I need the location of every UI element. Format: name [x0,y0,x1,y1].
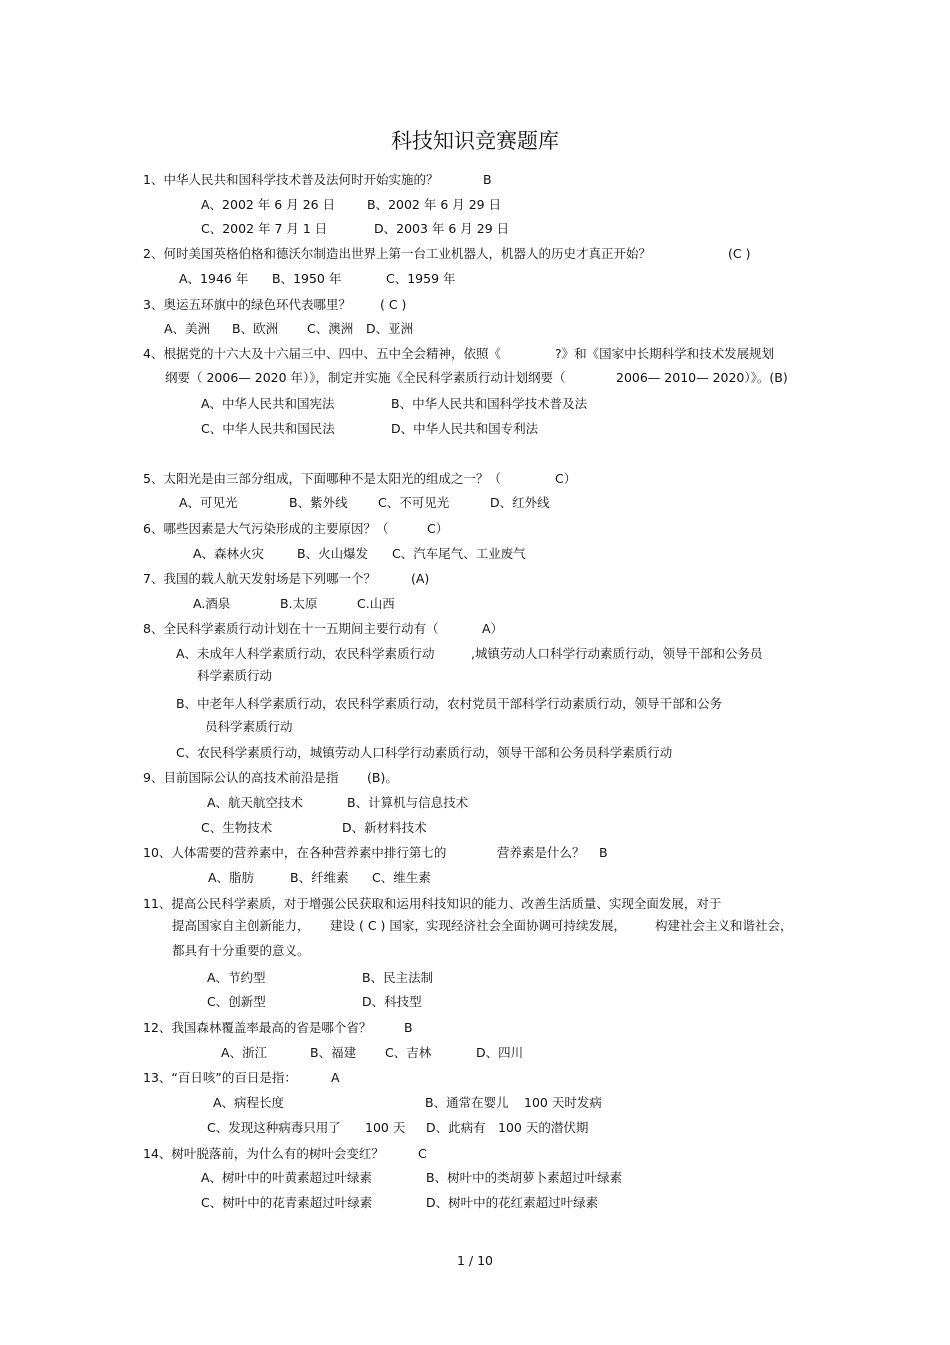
line-text: 7、我国的载人航天发射场是下列哪一个？ [143,571,376,586]
line-text: C、中华人民共和国民法 [201,421,335,436]
line-text: 都具有十分重要的意义。 [172,943,310,958]
line-segment: 2006— 2010— 2020）》。(B) [616,370,788,385]
line-segment: B [599,845,608,860]
line-text: A、美洲 [164,321,211,336]
line-segment: D、中华人民共和国专利法 [391,421,539,436]
line-text: 13、“百日咳”的百日是指： [143,1070,297,1085]
line-segment: C） [555,471,577,486]
line-segment: C.山西 [357,596,395,611]
line-segment: B、通常在婴儿 [425,1095,509,1110]
line-text: 纲要（ 2006— 2020 年）》，制定并实施《全民科学素质行动计划纲要（ [165,370,566,385]
line-segment: D、红外线 [490,495,550,510]
line-segment: C、不可见光 [378,495,450,510]
line-text: A、1946 年 [179,271,249,286]
line-segment: B.太原 [280,596,318,611]
line-text: 1、中华人民共和国科学技术普及法何时开始实施的？ [143,172,439,187]
line-segment: C、1959 年 [386,271,456,286]
line-segment: D、新材料技术 [342,820,427,835]
line-text: 10、人体需要的营养素中，在各种营养素中排行第七的 [143,845,447,860]
line-segment: D、科技型 [362,994,422,1009]
line-segment: D、树叶中的花红素超过叶绿素 [426,1195,599,1210]
line-segment: A [331,1070,340,1085]
line-text: A、2002 年 6 月 26 日 [201,197,336,212]
line-text: A、森林火灾 [193,546,265,561]
line-segment: (B)。 [367,770,398,785]
line-segment: B、树叶中的类胡萝卜素超过叶绿素 [426,1170,623,1185]
line-text: 11、提高公民科学素质，对于增强公民获取和运用科技知识的能力、改善生活质量、实现全面发展，对于 [143,896,722,911]
line-segment: A） [482,621,504,636]
line-segment: B、计算机与信息技术 [347,795,469,810]
line-segment: B、1950 年 [272,271,342,286]
line-text: 3、奥运五环旗中的绿色环代表哪里？ [143,297,351,312]
line-segment: B、福建 [310,1045,357,1060]
line-segment: B、民主法制 [362,970,434,985]
line-segment: D、此病有 [426,1120,486,1135]
document-title: 科技知识竞赛题库 [391,129,559,153]
line-text: 8、全民科学素质行动计划在十一五期间主要行动有（ [143,621,439,636]
line-text: B、中老年人科学素质行动，农民科学素质行动，农村党员干部科学行动素质行动，领导干部和公务 [176,696,723,711]
line-segment: B、火山爆发 [297,546,369,561]
line-text: 12、我国森林覆盖率最高的省是哪个省？ [143,1020,372,1035]
line-segment: (A) [411,571,430,586]
line-segment: B、中华人民共和国科学技术普及法 [391,396,588,411]
line-segment: (C ) [728,246,751,261]
line-text: 提高国家自主创新能力， [172,918,310,933]
line-segment: B [483,172,492,187]
line-segment: 构建社会主义和谐社会， [655,918,793,933]
line-segment: C [418,1146,427,1161]
line-segment: 100 天 [365,1120,406,1135]
line-text: A、航天航空技术 [207,795,304,810]
line-segment: B、欧洲 [232,321,279,336]
line-text: A、节约型 [207,970,266,985]
line-segment: 100 天的潜伏期 [498,1120,589,1135]
line-segment: B、2002 年 6 月 29 日 [367,197,502,212]
line-text: 科学素质行动 [197,668,273,683]
line-segment: 建设 ( C ) 国家， [330,918,427,933]
line-text: A、中华人民共和国宪法 [201,396,335,411]
line-text: A、病程长度 [213,1095,285,1110]
line-segment: D、2003 年 6 月 29 日 [374,221,510,236]
line-segment: C、维生素 [372,870,431,885]
line-segment: C、汽车尾气、工业废气 [392,546,526,561]
line-segment: B、纤维素 [290,870,349,885]
line-text: C、生物技术 [201,820,273,835]
line-text: A、树叶中的叶黄素超过叶绿素 [201,1170,373,1185]
line-segment: C、澳洲 [307,321,354,336]
line-segment: D、亚洲 [366,321,414,336]
line-text: C、发现这种病毒只用了 [207,1120,341,1135]
line-segment: 营养素是什么？ [497,845,585,860]
line-segment: 实现经济社会全面协调可持续发展， [426,918,627,933]
line-text: 员科学素质行动 [205,719,293,734]
line-segment: C、吉林 [385,1045,432,1060]
line-segment: 100 天时发病 [524,1095,602,1110]
line-segment: ( C ) [380,297,407,312]
line-text: A.酒泉 [193,596,231,611]
line-segment: D、四川 [476,1045,524,1060]
line-text: A、未成年人科学素质行动，农民科学素质行动 [176,646,435,661]
line-segment: B、紫外线 [289,495,348,510]
line-text: 5、太阳光是由三部分组成，下面哪种不是太阳光的组成之一？（ [143,471,501,486]
line-text: 9、目前国际公认的高技术前沿是指 [143,770,339,785]
line-text: 6、哪些因素是大气污染形成的主要原因？（ [143,521,389,536]
line-text: A、脂肪 [208,870,255,885]
line-text: 14、树叶脱落前，为什么有的树叶会变红？ [143,1146,384,1161]
line-text: A、可见光 [179,495,238,510]
page-number: 1 / 10 [456,1253,494,1268]
line-segment: C） [427,521,449,536]
line-text: C、2002 年 7 月 1 日 [201,221,328,236]
line-text: C、农民科学素质行动，城镇劳动人口科学行动素质行动，领导干部和公务员科学素质行动 [176,745,673,760]
line-text: 2、何时美国英格伯格和德沃尔制造出世界上第一台工业机器人，机器人的历史才真正开始？ [143,246,651,261]
line-segment: B [404,1020,413,1035]
line-text: A、浙江 [221,1045,268,1060]
line-text: 4、根据党的十六大及十六届三中、四中、五中全会精神，依照《 [143,346,501,361]
line-text: C、树叶中的花青素超过叶绿素 [201,1195,373,1210]
line-text: C、创新型 [207,994,266,1009]
line-segment: ,城镇劳动人口科学行动素质行动，领导干部和公务员 [471,646,763,661]
line-segment: ?》和《国家中长期科学和技术发展规划 [555,346,775,361]
